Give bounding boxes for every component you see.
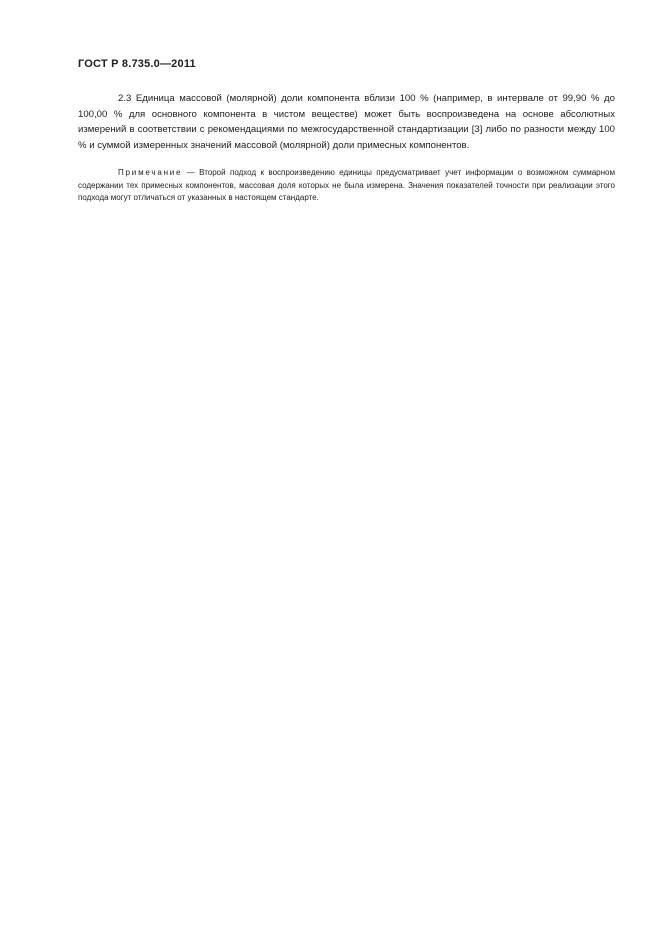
standard-code: ГОСТ Р 8.735.0—2011	[78, 58, 196, 70]
note-1	[78, 167, 615, 205]
clause-2-3	[78, 91, 615, 153]
note-1-label: Примечание	[118, 168, 183, 177]
note-1-text: — Второй подход к воспроизведению единицы предусматривает учет информации о возможном суммарном содержании тех примесных компонентов, массовая доля которых не была измерена. Значения показателей точности при реализации этого подхода могут отличаться от указанных в настоящем стандарте.	[78, 168, 615, 202]
clause-2-3-text: 2.3 Единица массовой (молярной) доли компонента вблизи 100 % (например, в интервале от 99,90 % до 100,00 % для основного компонента в чистом веществе) может быть воспроизведена на основе абсолютных измерений в соответствии с рекомендациями по межгосударственной стандартизации [3] либо по разности между 100 % и суммой измеренных значений массовой (молярной) доли примесных компонентов.	[78, 93, 615, 151]
document-header	[78, 58, 196, 70]
